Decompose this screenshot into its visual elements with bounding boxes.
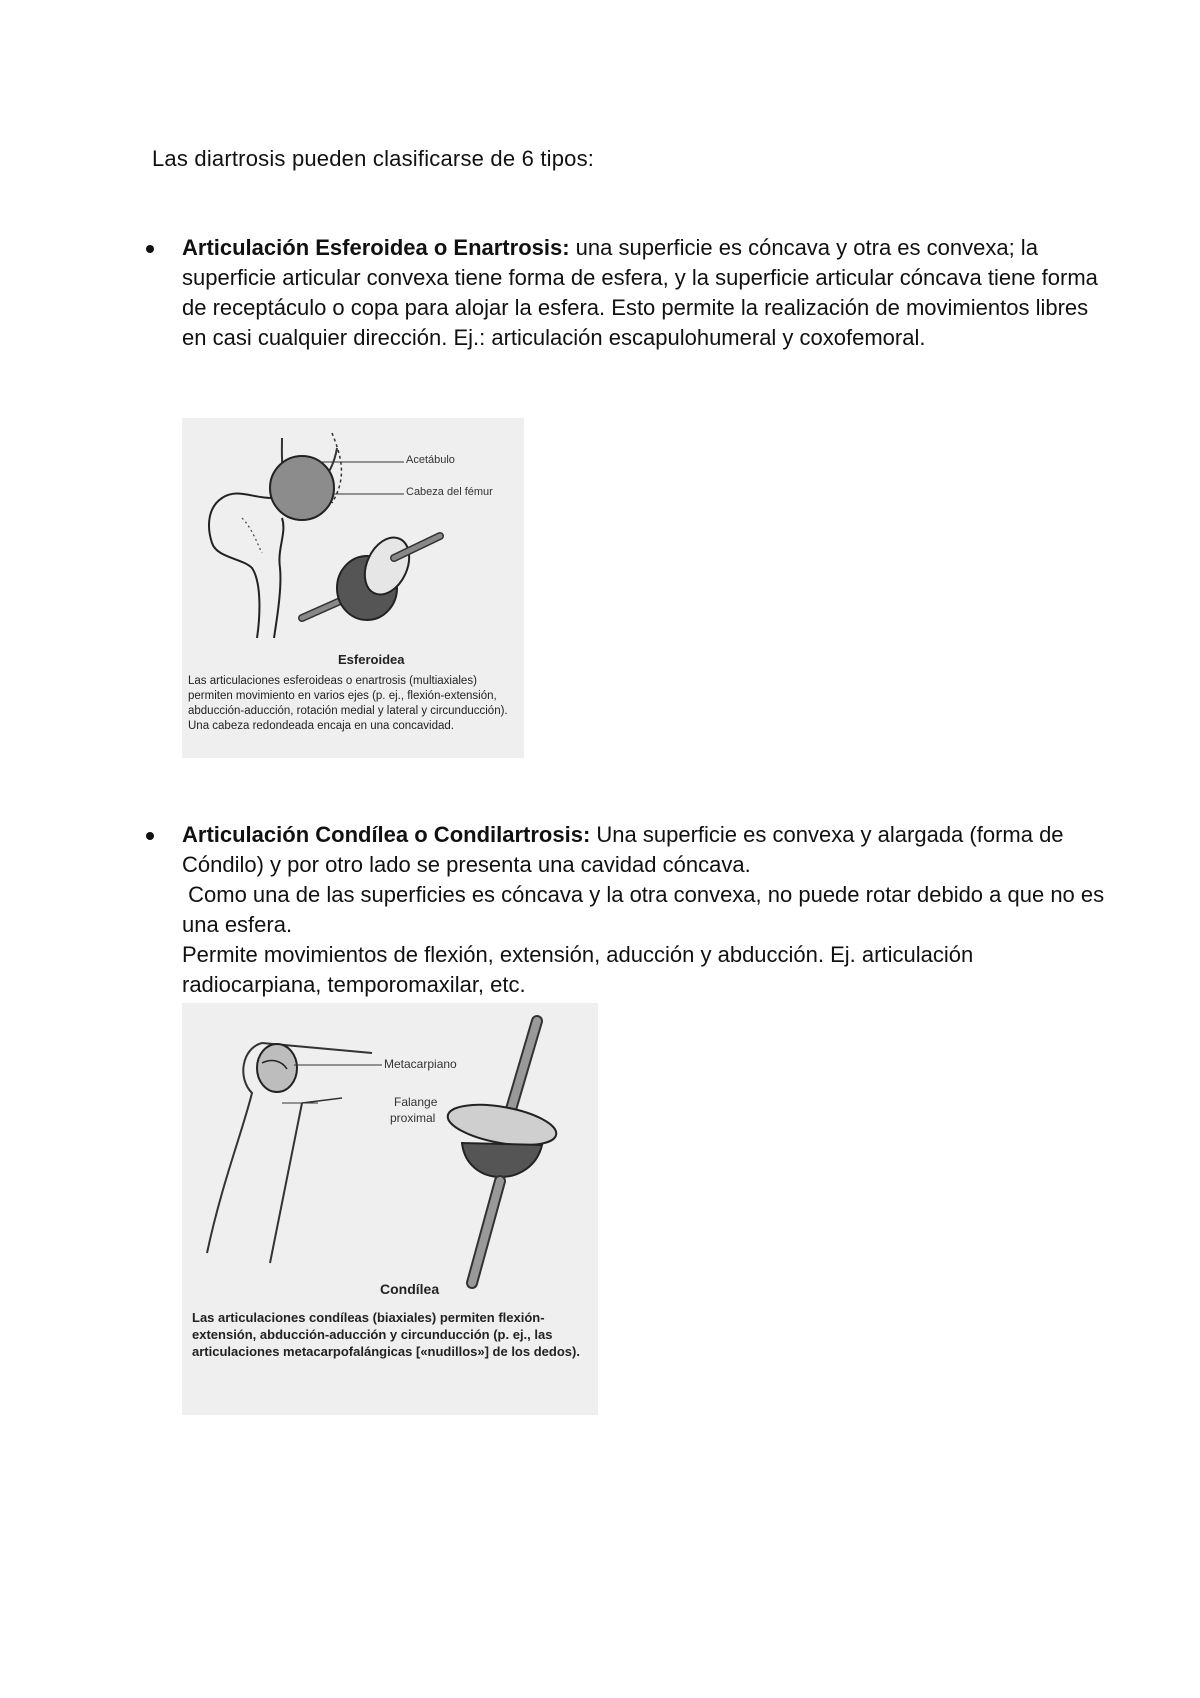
label-metacarpiano: Metacarpiano <box>384 1057 457 1071</box>
item-paragraph: Como una de las superficies es cóncava y la otra convexa, no puede rotar debido a que no es una esfera. <box>182 882 1111 937</box>
label-cabeza-femur: Cabeza del fémur <box>406 486 493 498</box>
item-description: Una superficie es convexa y alargada (forma de Cóndilo) y por otro lado se presenta una cavidad cóncava. <box>182 822 1064 877</box>
figure-esferoidea <box>182 418 524 758</box>
item-term: Articulación Condílea o Condilartrosis: <box>182 822 591 847</box>
list-item-esferoidea <box>182 233 1112 353</box>
label-acetabulo: Acetábulo <box>406 454 455 466</box>
figure-caption: Las articulaciones condíleas (biaxiales) permiten flexión-extensión, abducción-aducción y circunducción (p. ej., las articulaciones metacarpofalángicas [«nudillos»] de los dedos). <box>192 1310 580 1359</box>
figure-title: Condílea <box>380 1281 440 1297</box>
figure-title: Esferoidea <box>338 652 405 667</box>
figure-condilea <box>182 1003 598 1415</box>
bullet-icon <box>146 832 154 840</box>
label-falange: Falange <box>394 1095 438 1109</box>
figure-caption: Las articulaciones esferoideas o enartrosis (multiaxiales) permiten movimiento en varios ejes (p. ej., flexión-extensión, abducción-aducción, rotación medial y lateral y circunducción). Una cabeza redondeada encaja en una concavidad. <box>188 675 508 732</box>
list-item-condilea <box>182 820 1112 1000</box>
label-proximal: proximal <box>390 1111 436 1125</box>
item-description: una superficie es cóncava y otra es convexa; la superficie articular convexa tiene forma de esfera, y la superficie articular cóncava tiene forma de receptáculo o copa para alojar la esfera. Esto permite la realización de movimientos libres en casi cualquier dirección. Ej.: articulación escapulohumeral y coxofemoral. <box>182 235 1098 350</box>
item-term: Articulación Esferoidea o Enartrosis: <box>182 235 570 260</box>
bullet-icon <box>146 245 154 253</box>
intro-text: Las diartrosis pueden clasificarse de 6 tipos: <box>152 146 595 171</box>
item-paragraph: Permite movimientos de flexión, extensión, aducción y abducción. Ej. articulación radiocarpiana, temporomaxilar, etc. <box>182 942 974 997</box>
